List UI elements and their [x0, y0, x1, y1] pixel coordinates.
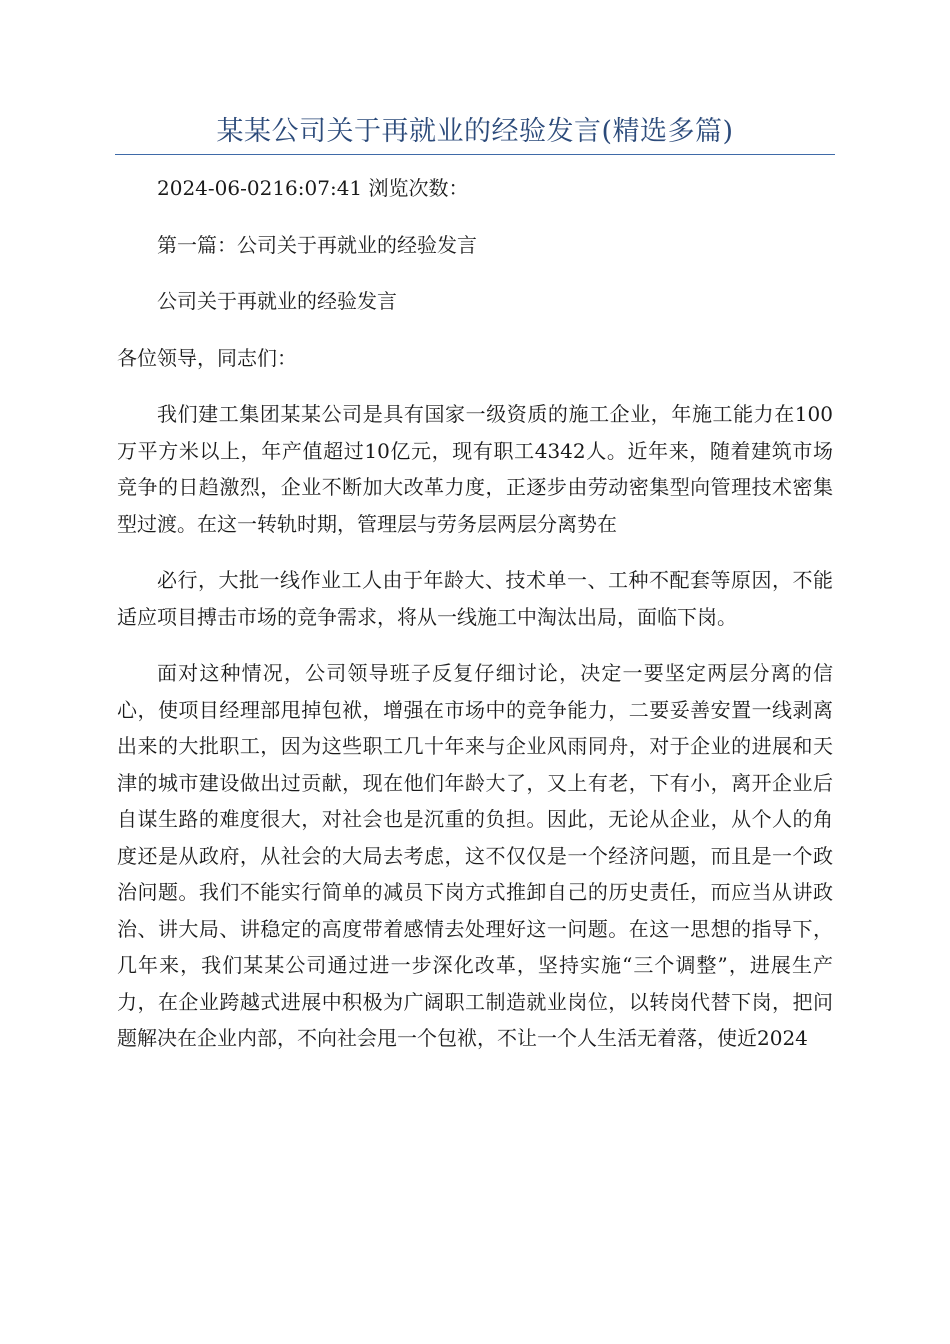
document-title: 某某公司关于再就业的经验发言(精选多篇)	[216, 116, 734, 147]
salutation: 各位领导，同志们：	[117, 345, 297, 370]
body-paragraph-1: 我们建工集团某某公司是具有国家一级资质的施工企业，年施工能力在100万平方米以上，年产值超过10亿元，现有职工4342人。近年来，随着建筑市场竞争的日趋激烈，企业不断加大改革力度，正逐步由劳动密集型向管理技术密集型过渡。在这一转轨时期，管理层与劳务层两层分离势在	[117, 402, 833, 536]
body-paragraph-2: 必行，大批一线作业工人由于年龄大、技术单一、工种不配套等原因，不能适应项目搏击市场的竞争需求，将从一线施工中淘汰出局，面临下岗。	[117, 568, 833, 629]
title-underline	[115, 154, 835, 155]
section-heading: 第一篇：公司关于再就业的经验发言	[157, 232, 477, 257]
body-paragraph-3: 面对这种情况，公司领导班子反复仔细讨论，决定一要坚定两层分离的信心，使项目经理部甩掉包袱，增强在市场中的竞争能力，二要妥善安置一线剥离出来的大批职工，因为这些职工几十年来与企业风雨同舟，对于企业的进展和天津的城市建设做出过贡献，现在他们年龄大了，又上有老，下有小，离开企业后自谋生路的难度很大，对社会也是沉重的负担。因此，无论从企业，从个人的角度还是从政府，从社会的大局去考虑，这不仅仅是一个经济问题，而且是一个政治问题。我们不能实行简单的减员下岗方式推卸自己的历史责任，而应当从讲政治、讲大局、讲稳定的高度带着感情去处理好这一问题。在这一思想的指导下，几年来，我们某某公司通过进一步深化改革，坚持实施“三个调整”，进展生产力，在企业跨越式进展中积极为广阔职工制造就业岗位，以转岗代替下岗，把问题解决在企业内部，不向社会甩一个包袱，不让一个人生活无着落，使近2024	[117, 661, 833, 1050]
document-body	[117, 170, 833, 1077]
sub-heading: 公司关于再就业的经验发言	[157, 289, 397, 313]
meta-line: 2024-06-0216:07:41 浏览次数：	[157, 176, 469, 200]
